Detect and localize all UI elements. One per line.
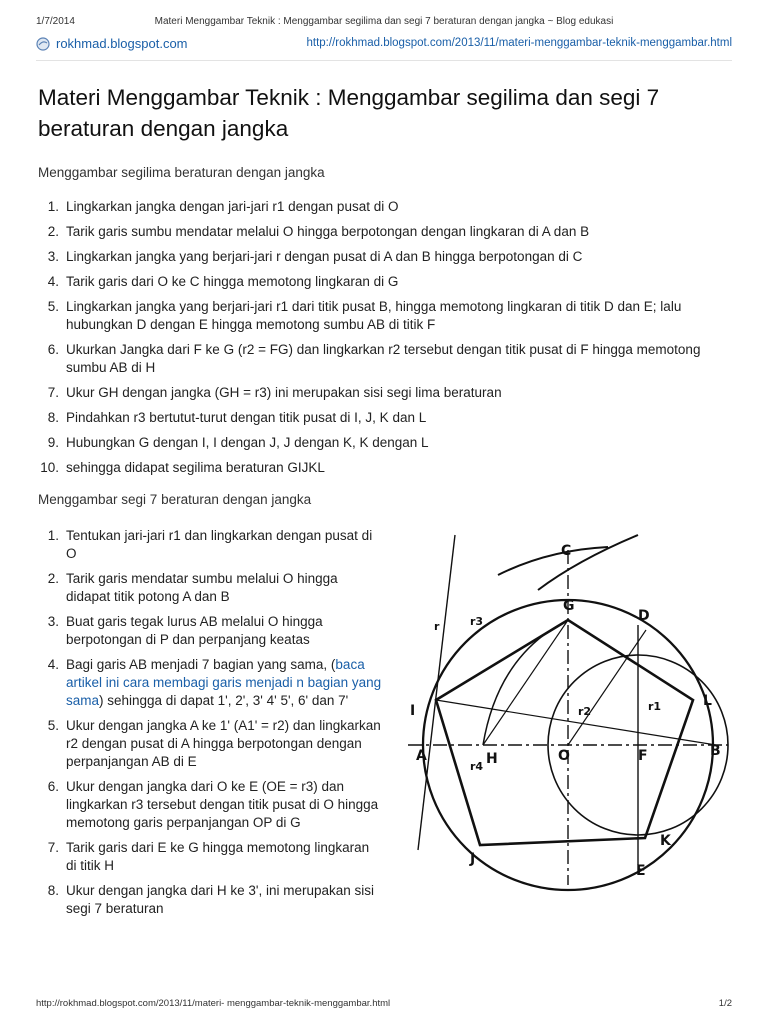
divide-line-article-link[interactable]: baca artikel ini cara membagi garis menjadi n bagian yang sama [66, 657, 382, 708]
list-item: 10. sehingga didapat segilima beraturan GIJKL [40, 460, 325, 475]
list-item: 5. Ukur dengan jangka A ke 1' (A1' = r2) dan lingkarkan r2 dengan pusat di A hingga berpotongan dengan perpanjangan AB di E [47, 718, 381, 769]
pentagon-steps-list [37, 198, 737, 484]
label-l: L [703, 693, 712, 709]
label-e: E [636, 863, 646, 879]
label-i: I [410, 703, 416, 719]
label-h: H [486, 751, 498, 767]
print-header [36, 16, 732, 30]
list-item: 4. Tarik garis dari O ke C hingga memotong lingkaran di G [47, 274, 399, 289]
header-divider [36, 60, 732, 61]
label-c: C [561, 543, 572, 559]
list-item: 7. Ukur GH dengan jangka (GH = r3) ini merupakan sisi segi lima beraturan [47, 385, 502, 400]
site-name[interactable]: rokhmad.blogspot.com [56, 36, 188, 51]
label-r2: r2 [578, 705, 592, 718]
article-title: Materi Menggambar Teknik : Menggambar segilima dan segi 7 beraturan dengan jangka [38, 85, 660, 141]
section2-heading: Menggambar segi 7 beraturan dengan jangka [38, 492, 312, 507]
list-item: 6. Ukurkan Jangka dari F ke G (r2 = FG) dan lingkarkan r2 tersebut dengan titik pusat di F hingga memotong sumbu AB di H [47, 342, 701, 375]
intersect-arc-right [538, 535, 638, 590]
site-bar [36, 34, 732, 56]
list-item: 6. Ukur dengan jangka dari O ke E (OE = r3) dan lingkarkan r3 tersebut dengan titik pusat di O hingga memotong garis perpanjangan OP di G [47, 779, 379, 830]
label-r1: r1 [648, 700, 662, 713]
list-item: 4. Bagi garis AB menjadi 7 bagian yang sama, (baca artikel ini cara membagi garis menjadi n bagian yang sama) sehingga di dapat 1', 2', 3' 4' 5', 6' dan 7' [47, 657, 382, 708]
print-date: 1/7/2014 [36, 16, 75, 27]
print-footer [36, 998, 732, 1010]
page-url-link[interactable]: http://rokhmad.blogspot.com/2013/11/materi-menggambar-teknik-menggambar.html [306, 37, 732, 49]
list-item: 9. Hubungkan G dengan I, I dengan J, J dengan K, K dengan L [47, 435, 429, 450]
site-logo[interactable] [36, 36, 188, 51]
globe-icon [36, 37, 50, 51]
line-i-b [436, 700, 716, 745]
list-item: 3. Lingkarkan jangka yang berjari-jari r dengan pusat di A dan B hingga berpotongan di C [47, 249, 583, 264]
section1-heading: Menggambar segilima beraturan dengan jangka [38, 165, 325, 180]
heptagon-steps-list [37, 527, 382, 925]
list-item: 2. Tarik garis sumbu mendatar melalui O hingga berpotongan dengan lingkaran di A dan B [47, 224, 590, 239]
pentagon-gijkl [436, 620, 693, 845]
list-item: 8. Ukur dengan jangka dari H ke 3', ini merupakan sisi segi 7 beraturan [47, 883, 374, 916]
list-item: 8. Pindahkan r3 bertutut-turut dengan titik pusat di I, J, K dan L [47, 410, 427, 425]
list-item: 5. Lingkarkan jangka yang berjari-jari r1 dari titik pusat B, hingga memotong lingkaran di titik D dan E; lalu hubungkan D dengan E hingga memotong sumbu AB di titik F [47, 299, 682, 332]
label-o: O [558, 748, 570, 764]
list-item: 2. Tarik garis mendatar sumbu melalui O hingga didapat titik potong A dan B [47, 571, 338, 604]
intersect-arc-left [498, 547, 608, 575]
label-b: B [710, 743, 721, 759]
label-g: G [563, 598, 575, 614]
print-page-title: Materi Menggambar Teknik : Menggambar segilima dan segi 7 beraturan dengan jangka ~ Blog edukasi [154, 16, 614, 27]
label-d: D [638, 608, 650, 624]
list-item: 3. Buat garis tegak lurus AB melalui O hingga berpotongan di P dan perpanjang keatas [47, 614, 323, 647]
label-j: J [470, 851, 476, 867]
label-r3: r3 [470, 615, 484, 628]
list-item: 1. Lingkarkan jangka dengan jari-jari r1 dengan pusat di O [47, 199, 399, 214]
list-item: 1. Tentukan jari-jari r1 dan lingkarkan dengan pusat di O [47, 528, 373, 561]
footer-url: http://rokhmad.blogspot.com/2013/11/materi- menggambar-teknik-menggambar.html [36, 998, 391, 1009]
label-k: K [660, 833, 671, 849]
label-r: r [434, 620, 440, 633]
label-a: A [416, 748, 427, 764]
page-number: 1/2 [718, 998, 732, 1009]
pentagon-construction-diagram [398, 505, 738, 900]
label-r4: r4 [470, 760, 484, 773]
list-item: 7. Tarik garis dari E ke G hingga memotong lingkaran di titik H [47, 840, 370, 873]
label-f: F [638, 748, 648, 764]
line-h-g [483, 620, 568, 745]
